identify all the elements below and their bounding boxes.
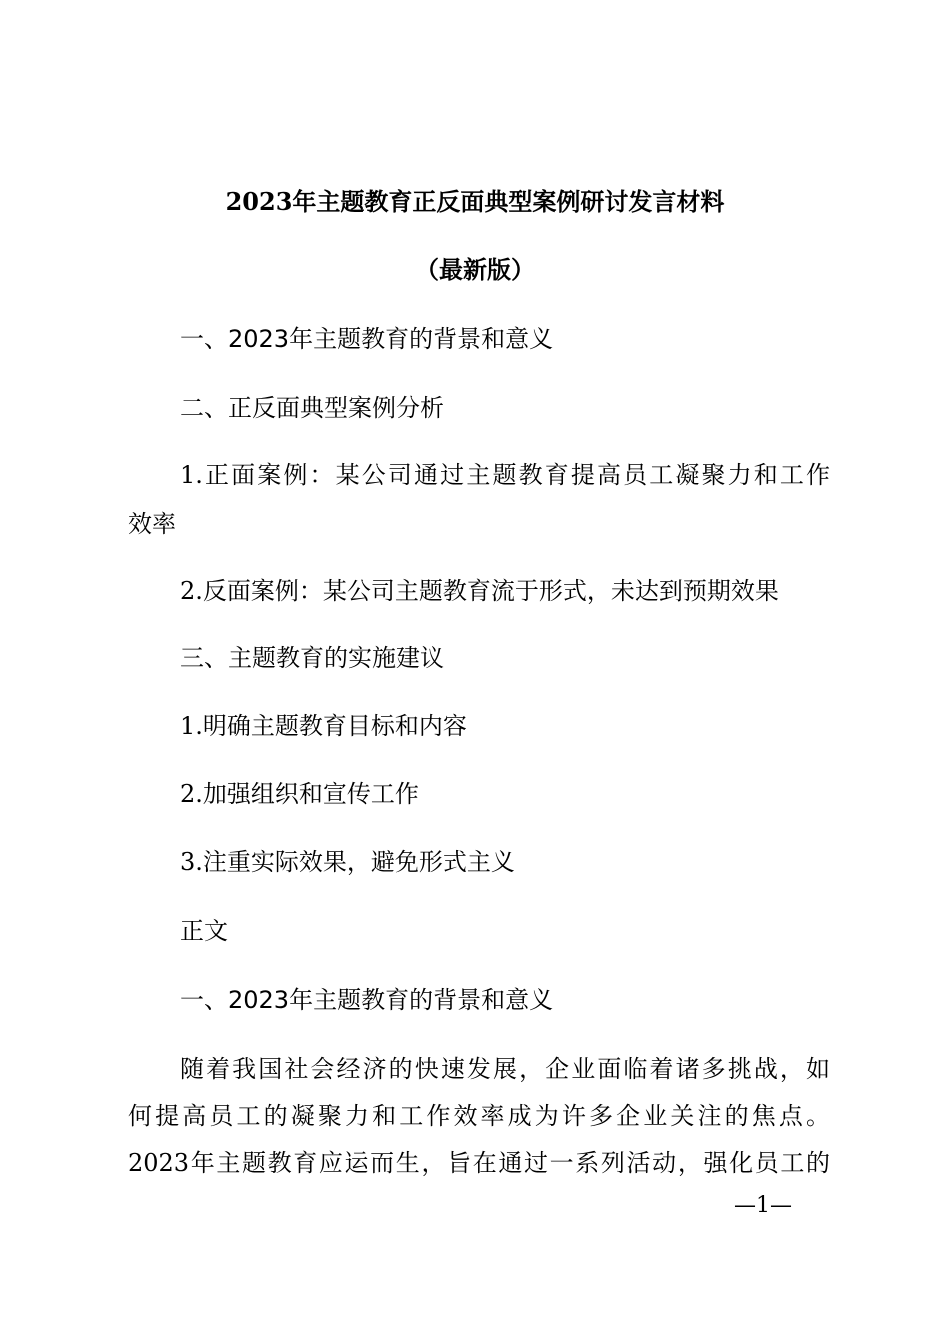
paragraph-1-line-2: 何提高员工的凝聚力和工作效率成为许多企业关注的焦点。 [128,1102,830,1130]
paragraph-1-line-3: 2023年主题教育应运而生，旨在通过一系列活动，强化员工的 [128,1149,830,1177]
body-section-1-heading: 一、2023年主题教育的背景和意义 [180,986,554,1014]
document-title: 2023年主题教育正反面典型案例研讨发言材料 [225,187,725,216]
outline-case-2: 2.反面案例：某公司主题教育流于形式，未达到预期效果 [180,577,779,605]
outline-section-1-heading: 一、2023年主题教育的背景和意义 [180,325,554,353]
outline-item-1: 1.明确主题教育目标和内容 [180,712,467,740]
outline-item-3: 3.注重实际效果，避免形式主义 [180,848,515,876]
body-label: 正文 [180,917,228,945]
outline-item-2: 2.加强组织和宣传工作 [180,780,419,808]
outline-case-1-line-2: 效率 [128,510,176,538]
outline-section-2-heading: 二、正反面典型案例分析 [180,394,444,422]
outline-section-3-heading: 三、主题教育的实施建议 [180,644,444,672]
outline-case-1-line-1: 1.正面案例：某公司通过主题教育提高员工凝聚力和工作 [180,461,830,489]
document-subtitle: （最新版） [415,255,535,284]
page-number: —1— [734,1193,792,1218]
paragraph-1-line-1: 随着我国社会经济的快速发展，企业面临着诸多挑战，如 [180,1055,830,1083]
